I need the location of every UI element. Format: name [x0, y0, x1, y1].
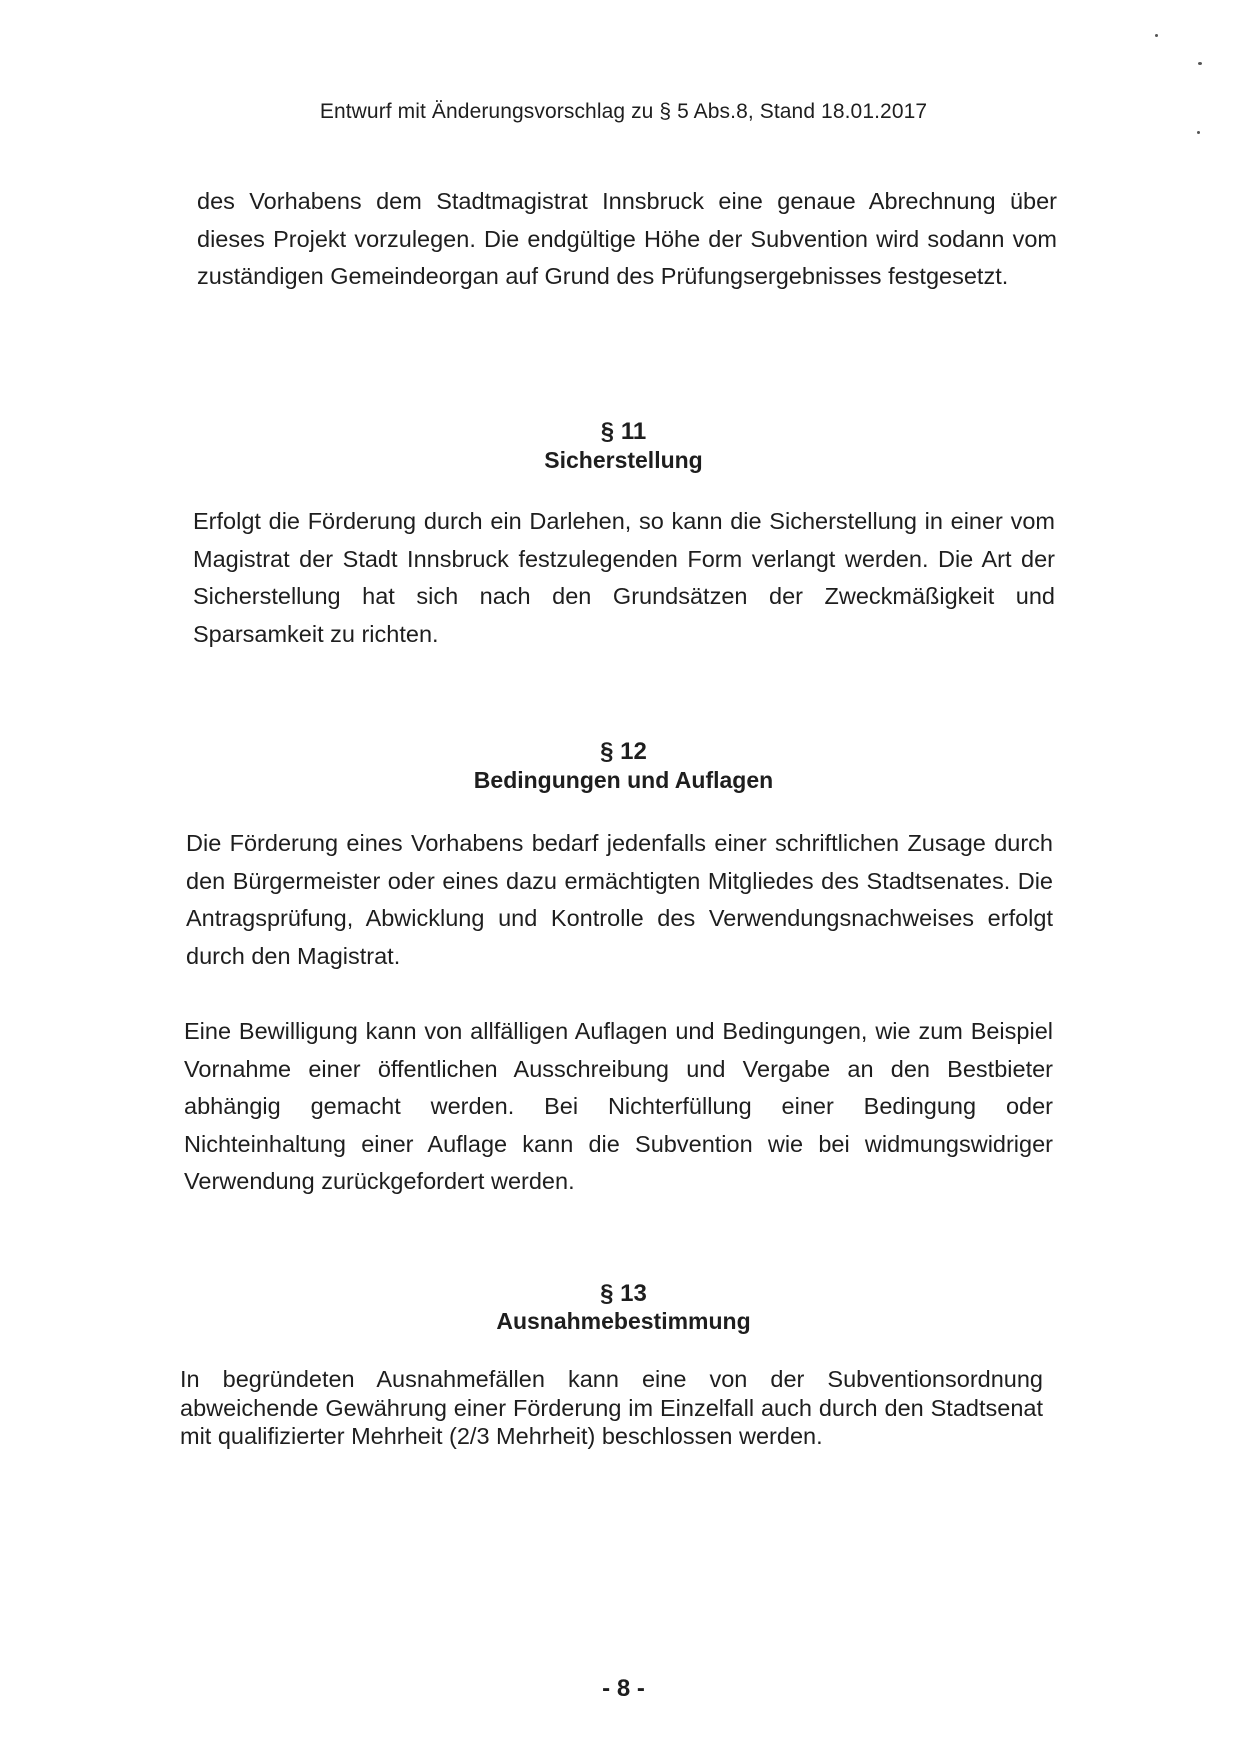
section-12-paragraph-2: Eine Bewilligung kann von allfälligen Auflagen und Bedingungen, wie zum Beispiel Vornahme einer öffentlichen Ausschreibung und Vergabe an den Bestbieter abhängig gemacht werden. Bei Nichterfüllung einer Bedingung oder Nichteinhaltung einer Auflage kann die Subvention wie bei widmungswidriger Verwendung zurückgefordert werden. [184, 1018, 1053, 1194]
page-header: Entwurf mit Änderungsvorschlag zu § 5 Abs.8, Stand 18.01.2017 [319, 100, 928, 123]
intro-paragraph: des Vorhabens dem Stadtmagistrat Innsbruck eine genaue Abrechnung über dieses Projekt vorzulegen. Die endgültige Höhe der Subvention wird sodann vom zuständigen Gemeindeorgan auf Grund des Prüfungsergebnisses festgesetzt. [197, 188, 1057, 289]
section-12-paragraph-1: Die Förderung eines Vorhabens bedarf jedenfalls einer schriftlichen Zusage durch den Bürgermeister oder eines dazu ermächtigten Mitgliedes des Stadtsenates. Die Antragsprüfung, Abwicklung und Kontrolle des Verwendungsnachweises erfolgt durch den Magistrat. [186, 830, 1053, 969]
section-11-paragraph: Erfolgt die Förderung durch ein Darlehen, so kann die Sicherstellung in einer vom Magistrat der Stadt Innsbruck festzulegenden Form verlangt werden. Die Art der Sicherstellung hat sich nach den Grundsätzen der Zweckmäßigkeit und Sparsamkeit zu richten. [193, 508, 1055, 647]
scan-speck [1198, 62, 1202, 65]
section-11-title: Sicherstellung [544, 447, 703, 473]
section-13-title: Ausnahmebestimmung [496, 1308, 751, 1334]
page-number: - 8 - [602, 1675, 645, 1702]
section-11-number: § 11 [600, 418, 647, 445]
section-12-title: Bedingungen und Auflagen [473, 767, 774, 793]
scan-speck [1155, 34, 1158, 37]
scan-speck [1197, 131, 1200, 134]
section-12-number: § 12 [600, 738, 647, 765]
section-13-paragraph: In begründeten Ausnahmefällen kann eine von der Subventionsordnung abweichende Gewährung einer Förderung im Einzelfall auch durch den Stadtsenat mit qualifizierter Mehrheit (2/3 Mehrheit) beschlossen werden. [180, 1366, 1043, 1449]
section-13-number: § 13 [600, 1280, 647, 1307]
